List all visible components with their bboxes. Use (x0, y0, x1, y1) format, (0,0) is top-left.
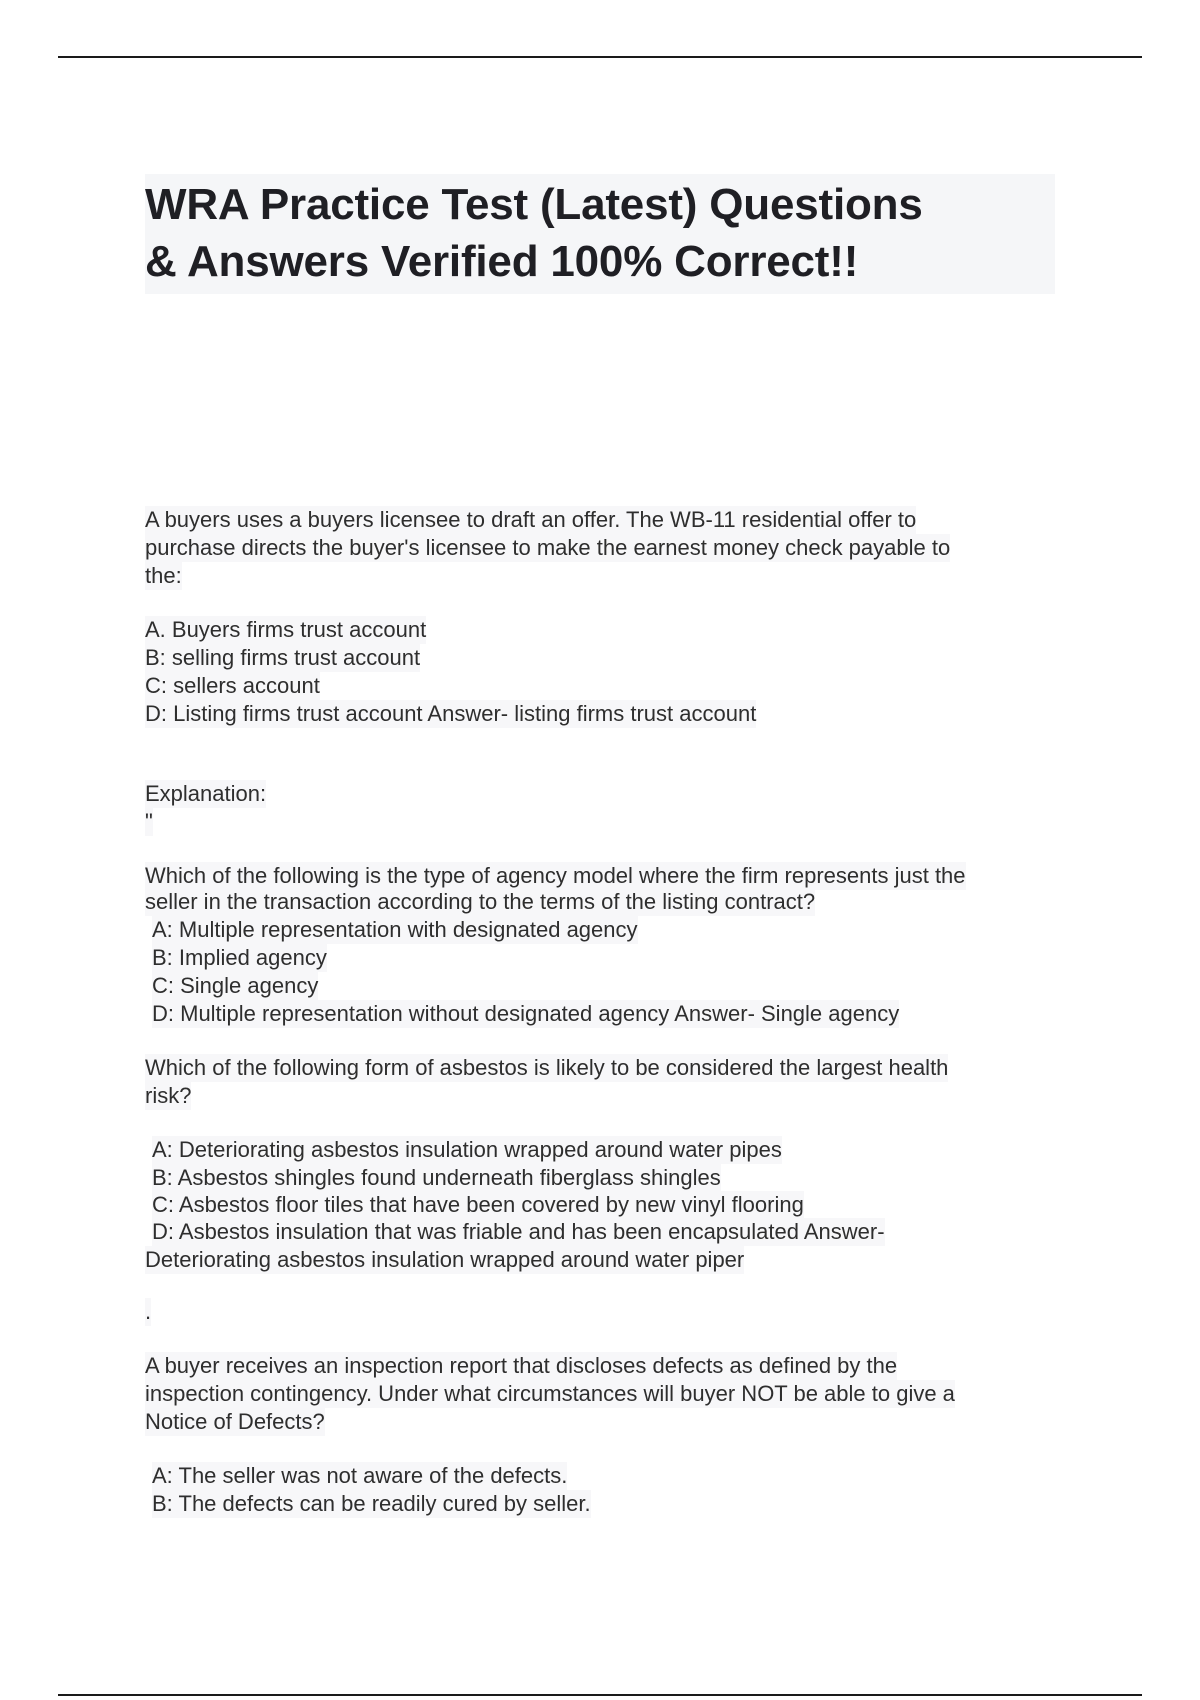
option-a: A: Multiple representation with designated agency (152, 917, 638, 942)
question-text: the: (145, 563, 182, 588)
option-b: B: The defects can be readily cured by seller. (152, 1491, 591, 1516)
question-text: risk? (145, 1083, 192, 1108)
option-d-answer: D: Multiple representation without designated agency Answer- Single agency (152, 1001, 900, 1026)
option-a: A: The seller was not aware of the defects. (152, 1463, 568, 1488)
option-c: C: sellers account (145, 673, 320, 698)
question-text: inspection contingency. Under what circumstances will buyer NOT be able to give a (145, 1381, 955, 1406)
question-text: Notice of Defects? (145, 1409, 325, 1434)
question-text: Which of the following is the type of agency model where the firm represents just the (145, 863, 966, 888)
answer-continuation: Deteriorating asbestos insulation wrapped around water piper (145, 1247, 745, 1272)
option-b: B: Asbestos shingles found underneath fiberglass shingles (152, 1165, 721, 1190)
question-text: Which of the following form of asbestos is likely to be considered the largest health (145, 1055, 949, 1080)
question-2 (145, 862, 1065, 1028)
title-line-1: WRA Practice Test (Latest) Questions (145, 180, 923, 229)
option-d-answer: D: Listing firms trust account Answer- listing firms trust account (145, 701, 757, 726)
question-4 (145, 1352, 1065, 1518)
question-3 (145, 1054, 1065, 1326)
option-a: A: Deteriorating asbestos insulation wrapped around water pipes (152, 1137, 782, 1162)
question-text: A buyer receives an inspection report that discloses defects as defined by the (145, 1353, 898, 1378)
question-text: purchase directs the buyer's licensee to make the earnest money check payable to (145, 535, 951, 560)
question-1 (145, 506, 1065, 832)
option-d: D: Asbestos insulation that was friable and has been encapsulated Answer- (152, 1219, 885, 1244)
bottom-rule (58, 1694, 1142, 1696)
top-rule (58, 56, 1142, 58)
document-title (145, 174, 1055, 294)
option-b: B: selling firms trust account (145, 645, 421, 670)
option-a: A. Buyers firms trust account (145, 617, 427, 642)
option-c: C: Single agency (152, 973, 319, 998)
title-line-2: & Answers Verified 100% Correct!! (145, 237, 859, 286)
option-b: B: Implied agency (152, 945, 327, 970)
separator-dot: . (145, 1299, 152, 1324)
option-c: C: Asbestos floor tiles that have been covered by new vinyl flooring (152, 1192, 804, 1217)
explanation-mark: " (145, 809, 153, 834)
document-body (145, 506, 1065, 1518)
question-text: A buyers uses a buyers licensee to draft an offer. The WB-11 residential offer to (145, 507, 917, 532)
question-text: seller in the transaction according to the terms of the listing contract? (145, 889, 816, 914)
explanation-label: Explanation: (145, 781, 267, 806)
